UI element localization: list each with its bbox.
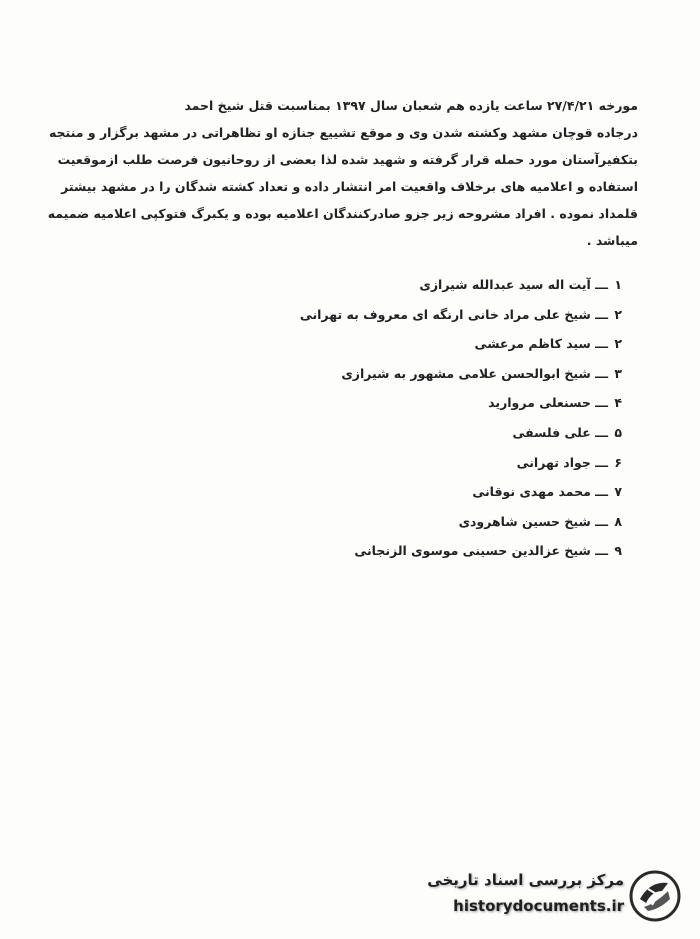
list-item-text: شیخ عزالدین حسینی موسوی الزنجانی <box>354 543 591 559</box>
list-item-text: شیخ علی مراد خانی ارنگه ای معروف به تهرانی <box>299 306 591 322</box>
list-item-number: ۱ <box>614 277 622 292</box>
list-item: ۳ ـــ شیخ ابوالحسن علامی مشهور به شیرازی <box>341 365 622 381</box>
list-item-number: ۹ <box>614 543 622 559</box>
list-item: ۸ ـــ شیخ حسین شاهرودی <box>458 513 622 529</box>
list-item-text: شیخ حسین شاهرودی <box>458 513 591 529</box>
list-item-text: حسنعلی مروارید <box>488 395 591 411</box>
list-item-number: ۳ <box>614 365 622 381</box>
archive-logo-icon <box>628 869 682 923</box>
document-body <box>48 92 638 254</box>
list-item: ۲ ـــ شیخ علی مراد خانی ارنگه ای معروف به تهرانی <box>299 306 622 322</box>
list-item: ۷ ـــ محمد مهدی نوقانی <box>472 484 622 500</box>
list-item: ۴ ـــ حسنعلی مروارید <box>488 395 622 411</box>
watermark <box>396 865 686 929</box>
list-item: ۵ ـــ علی فلسفی <box>512 424 622 440</box>
list-item-text: علی فلسفی <box>512 424 591 440</box>
list-item-text: سید کاظم مرعشی <box>474 336 591 352</box>
body-line: بتکفیرآستان مورد حمله قرار گرفته و شهید شده لذا بعضی از روحانیون فرصت طلب ازموقعیت <box>57 152 638 167</box>
body-line: مورخه ۲۷/۴/۲۱ ساعت یازده هم شعبان سال ۱۳۹۷ بمناسبت قتل شیخ احمد <box>184 98 638 113</box>
list-item: ۹ ـــ شیخ عزالدین حسینی موسوی الزنجانی <box>354 543 622 559</box>
list-item-text: جواد تهرانی <box>516 454 591 470</box>
names-list <box>202 270 622 566</box>
list-item: ۶ ـــ جواد تهرانی <box>516 454 622 470</box>
list-item-text: آیت اله سید عبدالله شیرازی <box>419 277 591 292</box>
list-item-number: ۴ <box>614 395 622 411</box>
list-item-number: ۲ <box>614 336 622 352</box>
list-item: ۲ ـــ سید کاظم مرعشی <box>474 336 622 352</box>
list-item-text: شیخ ابوالحسن علامی مشهور به شیرازی <box>341 365 591 381</box>
watermark-url: historydocuments.ir <box>453 897 624 915</box>
list-item-number: ۶ <box>614 454 622 470</box>
list-item-text: محمد مهدی نوقانی <box>472 484 591 500</box>
body-line: قلمداد نموده . افراد مشروحه زیر جزو صادرکنندگان اعلامیه بوده و یکبرگ فتوکپی اعلامیه ضمیمه <box>48 206 638 221</box>
list-item-number: ۷ <box>614 484 622 500</box>
list-item-number: ۵ <box>614 424 622 440</box>
list-item: ۱ ـــ آیت اله سید عبدالله شیرازی <box>419 277 622 292</box>
list-item-number: ۲ <box>614 306 622 322</box>
body-line: میباشد . <box>586 233 638 248</box>
body-line: درجاده قوچان مشهد وکشته شدن وی و موقع تشییع جنازه او تظاهراتی در مشهد برگزار و منتجه <box>48 125 638 140</box>
body-line: استفاده و اعلامیه های برخلاف واقعیت امر انتشار داده و تعداد کشته شدگان را در مشهد بیشتر <box>61 179 638 194</box>
list-item-number: ۸ <box>614 513 622 529</box>
watermark-org-name: مرکز بررسی اسناد تاریخی <box>427 871 624 889</box>
